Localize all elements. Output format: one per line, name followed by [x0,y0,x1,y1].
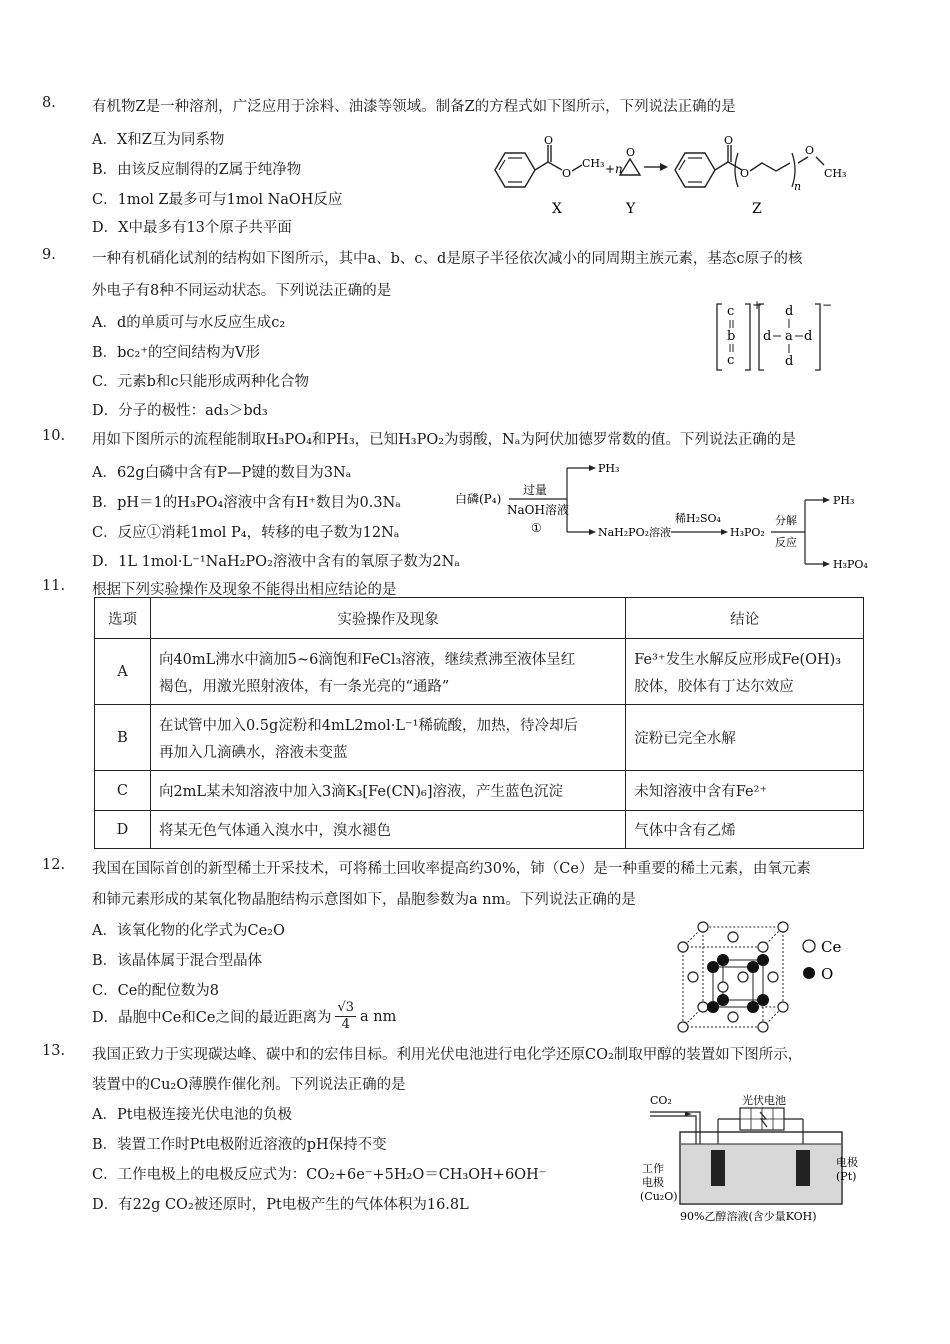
ch3-label: CH₃ [582,157,605,170]
operation-line: 在试管中加入0.5g淀粉和4mL2mol·L⁻¹稀硫酸，加热，待冷却后 [158,717,578,734]
flow-ph3-right: PH₃ [833,494,855,507]
flow-cond-top: 过量 [523,483,548,497]
question-number: 8. [42,95,56,111]
solution-fill [681,1144,841,1203]
option-d-prefix: D．晶胞中Ce和Ce之间的最近距离为 [92,1010,332,1026]
nitration-reagent-structure [712,298,832,378]
ch3-label-z: CH₃ [824,167,847,180]
flow-decomp1: 分解 [775,514,797,527]
question-stem: 有机物Z是一种溶剂，广泛应用于涂料、油漆等领域。制备Z的方程式如下图所示，下列说法正确的是 [92,99,736,115]
conclusion-line: Fe³⁺发生水解反应形成Fe(OH)₃ [634,651,842,668]
flow-ph3-top: PH₃ [598,462,620,475]
co2-label: CO₂ [650,1094,672,1107]
row-conclusion: 淀粉已完全水解 [626,705,864,771]
option-b: B．装置工作时Pt电极附近溶液的pH保持不变 [92,1137,387,1153]
svg-text:O: O [562,167,572,180]
flow-cond-mid: NaOH溶液 [507,503,569,517]
working-electrode [711,1150,725,1186]
question-number: 10. [42,428,66,444]
row-conclusion: 气体中含有乙烯 [626,811,864,849]
row-option: A [95,639,151,705]
pt-electrode [796,1150,810,1186]
option-a: A．d的单质可与水反应生成c₂ [92,315,286,331]
atom-d-right: d [804,329,813,344]
svg-text:O: O [740,167,750,180]
option-a: A．X和Z互为同系物 [92,132,225,148]
phosphorus-flow-diagram [455,456,875,576]
row-operation: 向2mL某未知溶液中加入3滴K₃[Fe(CN)₆]溶液，产生蓝色沉淀 [150,771,625,811]
option-d-suffix: a nm [360,1008,397,1025]
flow-h3po4: H₃PO₄ [833,558,868,571]
table-row [95,639,864,705]
option-b: B．pH＝1的H₃PO₄溶液中含有H⁺数目为0.3Nₐ [92,495,401,511]
row-option: B [95,705,151,771]
pt-electrode-label1: 电极 [836,1156,858,1169]
svg-text:O: O [544,135,554,147]
question-stem-line2: 和铈元素形成的某氧化物晶胞结构示意图如下，晶胞参数为a nm。下列说法正确的是 [92,892,636,908]
label-x: X [552,201,562,217]
row-operation [150,639,625,705]
flow-decomp2: 反应 [775,536,797,549]
atom-b: b [727,329,736,344]
label-y: Y [626,201,636,217]
question-number: 12. [42,857,66,873]
svg-text:O: O [724,135,734,147]
question-number: 9. [42,247,56,263]
work-electrode-label1: 工作 [642,1162,664,1175]
question-stem-line2: 外电子有8种不同运动状态。下列说法正确的是 [92,283,392,299]
row-conclusion [626,639,864,705]
pt-electrode-label2: (Pt) [836,1170,857,1183]
legend-o: O [821,965,834,983]
crystal-cell-diagram [665,912,865,1037]
plus-n-label: +n [605,162,623,176]
solution-label: 90%乙醇溶液(含少量KOH) [680,1210,817,1223]
svg-text:O: O [626,146,636,159]
table-row [95,771,864,811]
option-b: B．由该反应制得的Z属于纯净物 [92,162,302,178]
option-d: D．1L 1mol·L⁻¹NaH₂PO₂溶液中含有的氧原子数为2Nₐ [92,554,460,570]
question-stem: 根据下列实验操作及现象不能得出相应结论的是 [92,582,397,598]
svg-text:O: O [805,144,815,157]
option-c: C．反应①消耗1mol P₄，转移的电子数为12Nₐ [92,525,400,541]
experiment-table [94,597,864,849]
option-b: B．bc₂⁺的空间结构为V形 [92,345,260,361]
electrolysis-apparatus [640,1092,870,1227]
charge-plus: + [752,298,763,312]
option-d [92,1000,396,1033]
fraction-numerator: √3 [337,1000,355,1015]
option-d: D．X中最多有13个原子共平面 [92,220,292,236]
fraction-denominator: 4 [341,1017,350,1032]
row-option: C [95,771,151,811]
n-subscript: n [794,180,802,193]
charge-minus: − [822,298,832,312]
option-a: A．Pt电极连接光伏电池的负极 [92,1107,293,1123]
row-operation: 将某无色气体通入溴水中，溴水褪色 [150,811,625,849]
row-conclusion: 未知溶液中含有Fe²⁺ [626,771,864,811]
flow-start: 白磷(P₄) [455,492,502,506]
question-stem: 用如下图所示的流程能制取H₃PO₄和PH₃，已知H₃PO₂为弱酸，Nₐ为阿伏加德罗常数的值。下列说法正确的是 [92,432,796,448]
flow-nah2po2: NaH₂PO₂溶液 [598,526,672,539]
option-d: D．分子的极性：ad₃＞bd₃ [92,403,268,419]
atom-d-top: d [785,304,794,319]
atom-a: a [785,329,793,344]
question-stem-line1: 我国在国际首创的新型稀土开采技术，可将稀土回收率提高约30%，铈（Ce）是一种重要的稀土元素，由氧元素 [92,861,811,877]
atom-d-bottom: d [785,354,794,369]
table-header-row [95,598,864,639]
question-number: 13. [42,1043,66,1059]
table-row [95,811,864,849]
work-electrode-label3: (Cu₂O) [640,1190,678,1203]
option-d: D．有22g CO₂被还原时，Pt电极产生的气体体积为16.8L [92,1197,469,1213]
option-c: C．工作电极上的电极反应式为：CO₂+6e⁻+5H₂O＝CH₃OH+6OH⁻ [92,1167,547,1183]
question-stem-line1: 我国正致力于实现碳达峰、碳中和的宏伟目标。利用光伏电池进行电化学还原CO₂制取甲醇的装置如下图所示， [92,1047,803,1063]
operation-line: 褐色，用激光照射液体，有一条光亮的“通路” [158,678,450,695]
option-c: C．元素b和c只能形成两种化合物 [92,374,309,390]
atom-d-left: d [763,329,772,344]
option-c: C．1mol Z最多可与1mol NaOH反应 [92,192,343,208]
solar-cell-label: 光伏电池 [742,1094,786,1107]
ce-legend-marker [803,940,815,952]
option-b: B．该晶体属于混合型晶体 [92,953,263,969]
table-row [95,705,864,771]
operation-line: 向40mL沸水中滴加5~6滴饱和FeCl₃溶液，继续煮沸至液体呈红 [158,651,576,668]
row-option: D [95,811,151,849]
flow-cond-num: ① [531,521,542,535]
o-legend-marker [803,967,815,979]
option-a: A．62g白磷中含有P—P键的数目为3Nₐ [92,465,352,481]
question-stem-line2: 装置中的Cu₂O薄膜作催化剂。下列说法正确的是 [92,1077,406,1093]
conclusion-line: 胶体，胶体有丁达尔效应 [634,678,794,695]
header-option: 选项 [95,598,151,639]
header-conclusion: 结论 [626,598,864,639]
operation-line: 再加入几滴碘水，溶液未变蓝 [158,744,348,761]
work-electrode-label2: 电极 [642,1176,664,1189]
question-stem-line1: 一种有机硝化试剂的结构如下图所示，其中a、b、c、d是原子半径依次减小的同周期主族元素，基态c原子的核 [92,251,803,267]
flow-acid: 稀H₂SO₄ [675,512,721,525]
question-number: 11. [42,578,66,594]
atom-c-bottom: c [727,353,735,368]
legend-ce: Ce [821,938,842,956]
flow-h3po2: H₃PO₂ [730,526,765,539]
option-c: C．Ce的配位数为8 [92,983,219,999]
header-operation: 实验操作及现象 [150,598,625,639]
option-a: A．该氧化物的化学式为Ce₂O [92,923,285,939]
row-operation [150,705,625,771]
reaction-equation-diagram [480,135,880,225]
atom-c-top: c [727,304,735,319]
label-z: Z [752,201,762,217]
fraction [335,1000,356,1033]
